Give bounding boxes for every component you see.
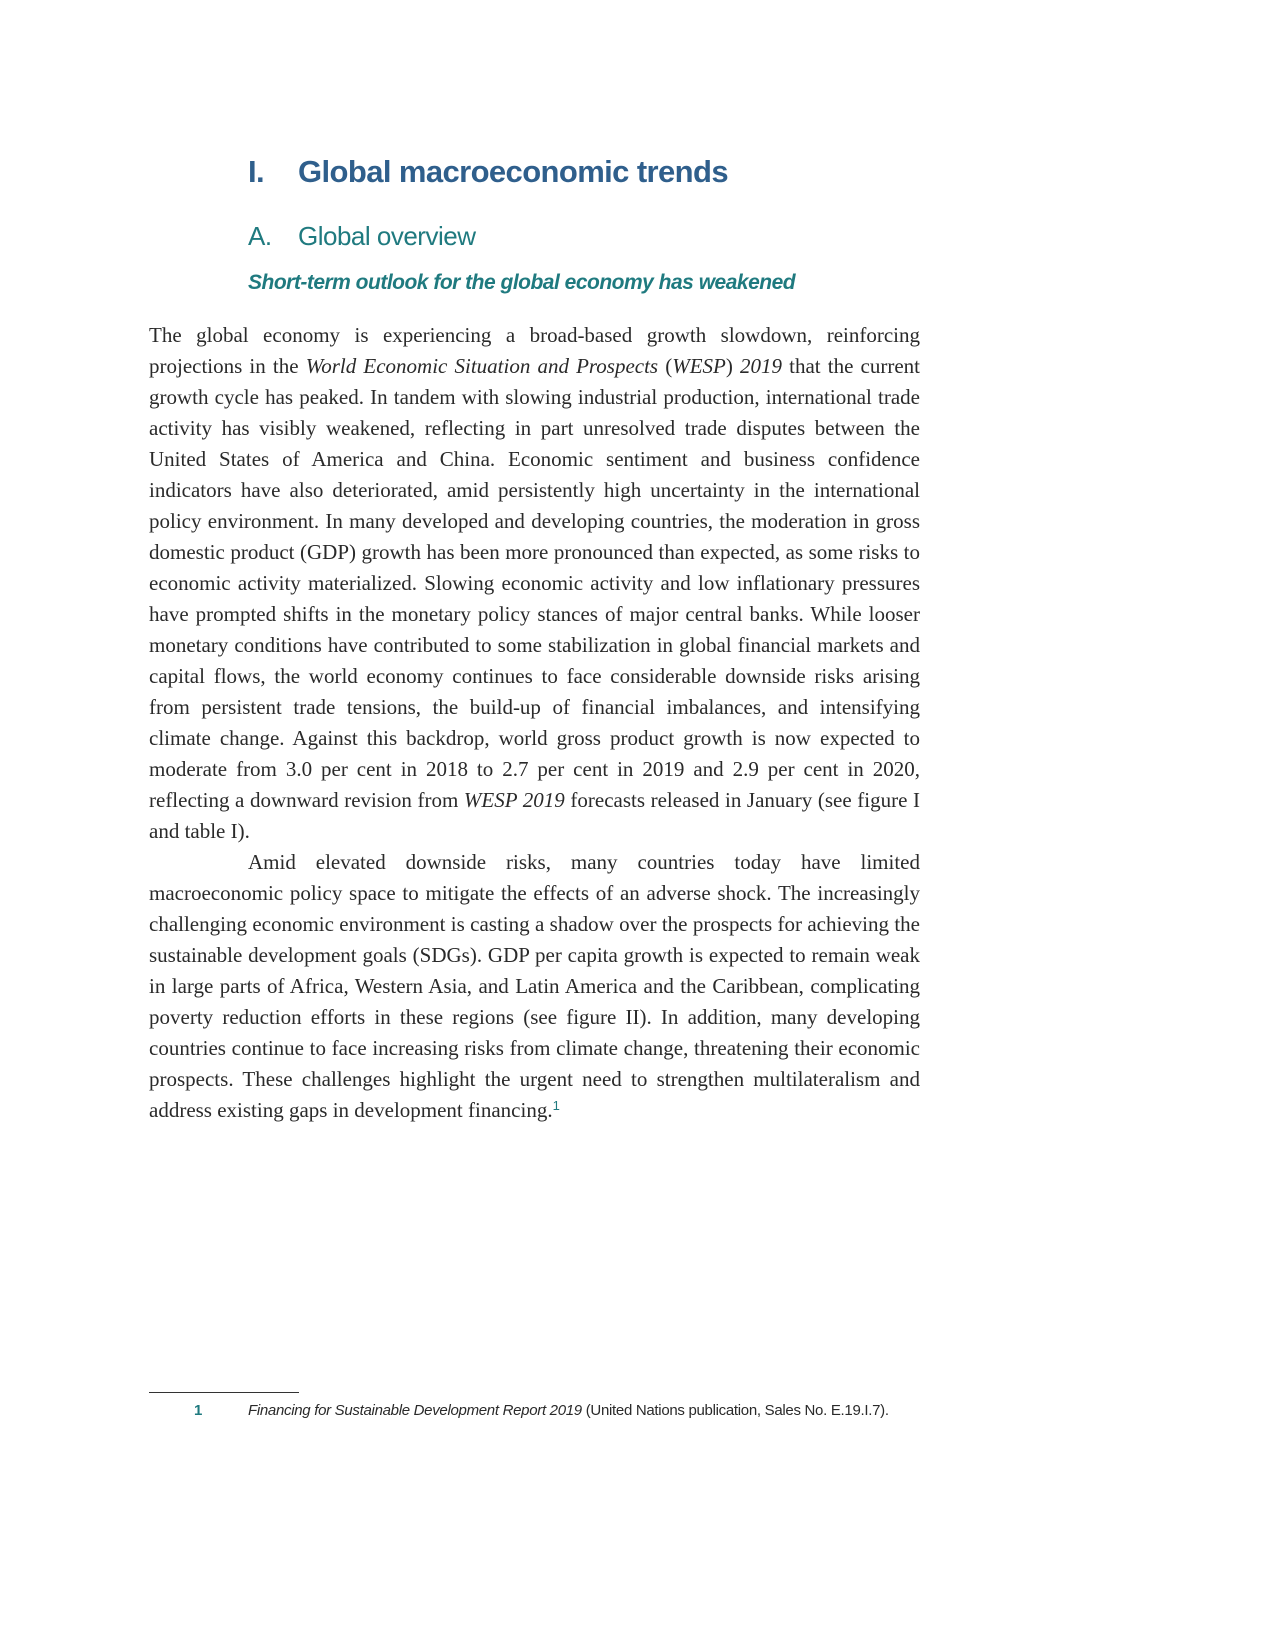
footnote-number-cell	[149, 1400, 248, 1422]
paragraph-1-text-a: The global economy is experiencing a broad-based growth slowdown, reinforcing projections in the	[149, 323, 920, 378]
paragraph-1	[149, 320, 920, 847]
section-heading	[248, 219, 475, 253]
footnote	[149, 1400, 1149, 1422]
footnote-title-italic: Financing for Sustainable Development Report 2019	[248, 1402, 582, 1419]
paragraph-1-text-e: forecasts released in January (see figure I and table I).	[149, 788, 920, 843]
body-text	[149, 320, 920, 1126]
footnote-number: 1	[194, 1402, 203, 1419]
publication-title-italic: World Economic Situation and Prospects	[305, 354, 659, 378]
chapter-title: Global macroeconomic trends	[298, 154, 728, 189]
footnote-text: (United Nations publication, Sales No. E.19.I.7).	[581, 1402, 889, 1419]
wesp-2019-italic: WESP 2019	[463, 788, 565, 812]
paragraph-1-text-b: (	[658, 354, 673, 378]
chapter-heading	[248, 152, 728, 192]
section-number: A.	[248, 221, 272, 251]
paragraph-1-text-d: that the current growth cycle has peaked. In tandem with slowing industrial production, international trade activity has visibly weakened, reflecting in part unresolved trade disputes between the United States of America and China. Economic sentiment and business confidence indicators have also deteriorated, amid persistently high uncertainty in the international policy environment. In many developed and developing countries, the moderation in gross domestic product (GDP) growth has been more pronounced than expected, as some risks to economic activity materialized. Slowing economic activity and low inflationary pressures have prompted shifts in the monetary policy stances of major central banks. While looser monetary conditions have contributed to some stabilization in global financial markets and capital flows, the world economy continues to face considerable downside risks arising from persistent trade tensions, the build-up of financial imbalances, and intensifying climate change. Against this backdrop, world gross product growth is now expected to moderate from 3.0 per cent in 2018 to 2.7 per cent in 2019 and 2.9 per cent in 2020, reflecting a downward revision from	[149, 354, 920, 812]
wesp-abbrev-italic: WESP	[672, 354, 726, 378]
paragraph-1-text-c: )	[725, 354, 741, 378]
subheading: Short-term outlook for the global economy has weakened	[248, 271, 796, 294]
footnote-reference[interactable]: 1	[552, 1098, 560, 1113]
section-title: Global overview	[298, 221, 476, 251]
footnote-divider	[149, 1392, 299, 1393]
paragraph-2-text: Amid elevated downside risks, many countries today have limited macroeconomic policy space to mitigate the effects of an adverse shock. The increasingly challenging economic environment is casting a shadow over the prospects for achieving the sustainable development goals (SDGs). GDP per capita growth is expected to remain weak in large parts of Africa, Western Asia, and Latin America and the Caribbean, complicating poverty reduction efforts in these regions (see figure II). In addition, many developing countries continue to face increasing risks from climate change, threatening their economic prospects. These challenges highlight the urgent need to strengthen multilateralism and address existing gaps in development financing.	[149, 850, 920, 1122]
paragraph-2	[149, 847, 920, 1126]
year-italic: 2019	[740, 354, 783, 378]
chapter-number: I.	[248, 154, 265, 189]
